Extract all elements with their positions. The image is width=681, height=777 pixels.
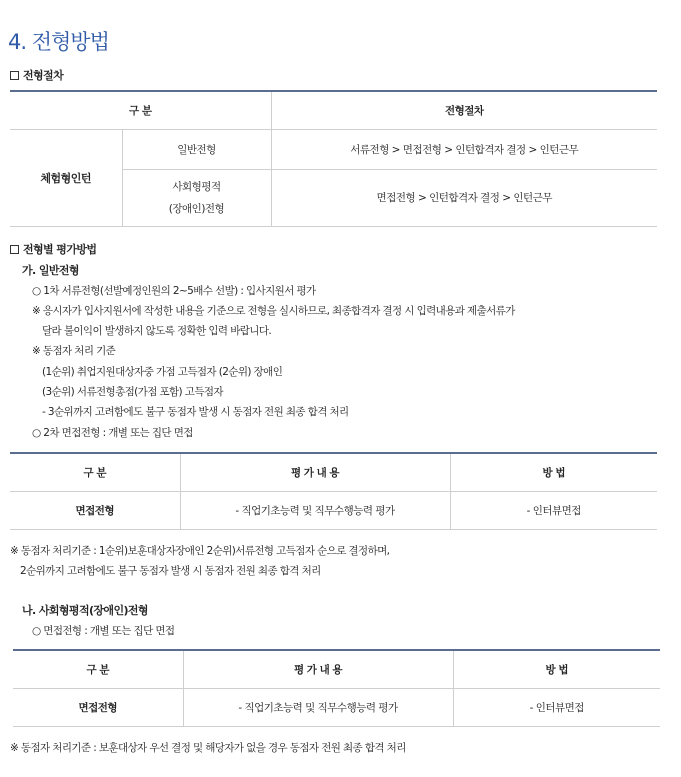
- content-cell: - 직업기초능력 및 직무수행능력 평가: [180, 491, 450, 529]
- body-line: (3순위) 서류전형총점(가점 포함) 고득점자: [42, 386, 223, 398]
- group-cell: 체험형인턴: [10, 129, 122, 226]
- note-line: ※ 동점자 처리기준 : 1순위)보훈대상자장애인 2순위)서류전형 고득점자 순으로 결정하며,: [10, 545, 390, 557]
- header-content: 평 가 내 용: [180, 453, 450, 491]
- table-header-row: [10, 91, 657, 129]
- category-cell: [122, 169, 271, 226]
- body-line: ※ 동점자 처리 기준: [32, 345, 116, 357]
- header-method: 방 법: [453, 650, 660, 688]
- header-content: 평 가 내 용: [183, 650, 453, 688]
- section-heading-text: 전형절차: [23, 69, 64, 82]
- header-category: 구 분: [10, 453, 180, 491]
- note-line: 2순위까지 고려함에도 불구 동점자 발생 시 동점자 전원 최종 합격 처리: [20, 565, 321, 577]
- method-cell: - 인터뷰면접: [453, 688, 660, 726]
- body-line: - 3순위까지 고려함에도 불구 동점자 발생 시 동점자 전원 최종 합격 처리: [42, 406, 349, 418]
- body-line: 달라 불이익이 발생하지 않도록 정확한 입력 바랍니다.: [42, 325, 272, 337]
- category-cell: 면접전형: [13, 688, 183, 726]
- section-heading-evaluation: [10, 241, 96, 257]
- table-row: [13, 688, 660, 726]
- subheading-social-equity: 나. 사회형평적(장애인)전형: [22, 604, 148, 617]
- method-cell: - 인터뷰면접: [450, 491, 657, 529]
- header-category: 구 분: [13, 650, 183, 688]
- body-line: (1순위) 취업지원대상자중 가점 고득점자 (2순위) 장애인: [42, 366, 283, 378]
- category-cell: 일반전형: [122, 129, 271, 169]
- checkbox-square-icon: [10, 71, 19, 80]
- page-title: 4. 전형방법: [8, 30, 109, 54]
- procedure-cell: 면접전형 > 인턴합격자 결정 > 인턴근무: [271, 169, 657, 226]
- body-line: ○ 면접전형 : 개별 또는 집단 면접: [32, 625, 175, 637]
- section-heading-text: 전형별 평가방법: [23, 243, 97, 256]
- body-line: ○ 2차 면접전형 : 개별 또는 집단 면접: [32, 427, 193, 439]
- procedure-table: [10, 90, 657, 227]
- table-row: [10, 491, 657, 529]
- category-cell: 면접전형: [10, 491, 180, 529]
- category-line: 사회형평적: [172, 180, 221, 193]
- table-header-row: [13, 650, 660, 688]
- note-line: ※ 동점자 처리기준 : 보훈대상자 우선 결정 및 해당자가 없을 경우 동점자 전원 최종 합격 처리: [10, 742, 406, 754]
- table-header-row: [10, 453, 657, 491]
- body-line: ※ 응시자가 입사지원서에 작성한 내용을 기준으로 전형을 실시하므로, 최종합격자 결정 시 입력내용과 제출서류가: [32, 305, 515, 317]
- table-row: [10, 129, 657, 169]
- header-procedure: 전형절차: [271, 91, 657, 129]
- header-method: 방 법: [450, 453, 657, 491]
- subheading-general: 가. 일반전형: [22, 264, 79, 277]
- evaluation-table-social: [13, 649, 660, 727]
- section-heading-procedure: [10, 67, 63, 83]
- header-category: 구 분: [10, 91, 271, 129]
- content-cell: - 직업기초능력 및 직무수행능력 평가: [183, 688, 453, 726]
- checkbox-square-icon: [10, 245, 19, 254]
- body-line: ○ 1차 서류전형(선발예정인원의 2~5배수 선발) : 입사지원서 평가: [32, 285, 316, 297]
- procedure-cell: 서류전형 > 면접전형 > 인턴합격자 결정 > 인턴근무: [271, 129, 657, 169]
- evaluation-table-general: [10, 452, 657, 530]
- category-line: (장애인)전형: [168, 202, 225, 215]
